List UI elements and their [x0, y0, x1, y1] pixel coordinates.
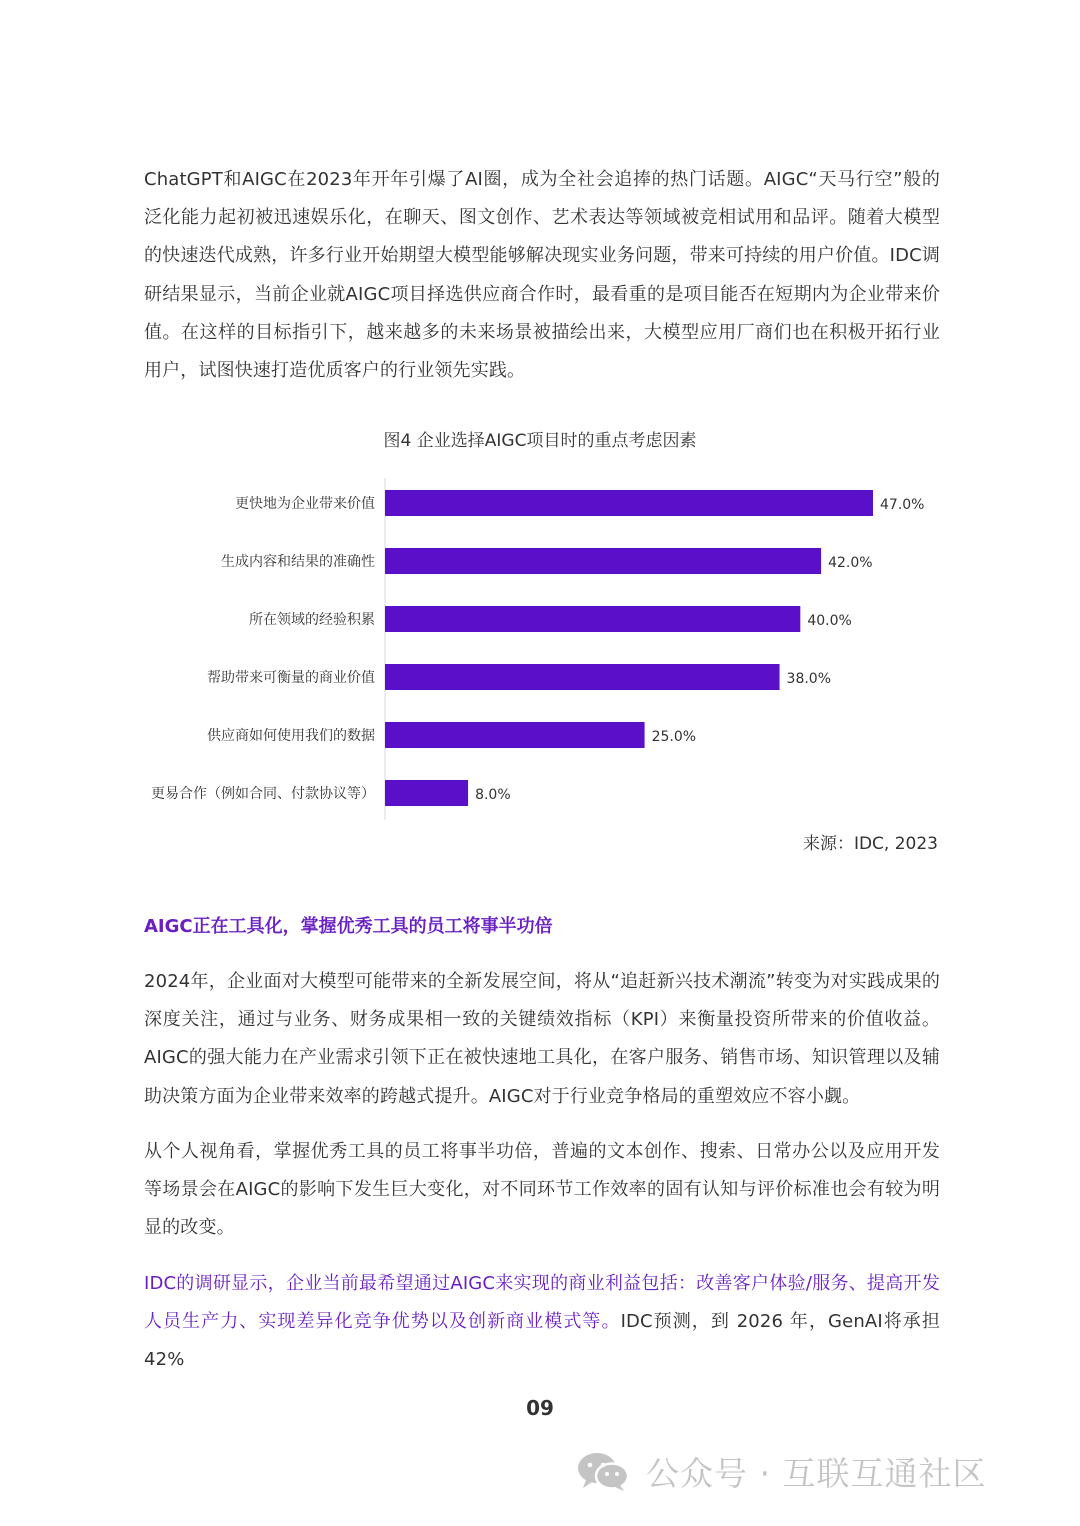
category-label: 生成内容和结果的准确性	[221, 554, 375, 570]
value-label: 40.0%	[807, 613, 852, 629]
bar	[385, 606, 800, 632]
watermark	[576, 1446, 986, 1496]
watermark-text: 公众号 · 互联互通社区	[646, 1453, 987, 1493]
bar	[385, 490, 873, 516]
paragraph-text: IDC预测，到 2026 年，GenAI将承担 42%	[144, 1311, 940, 1371]
bar	[385, 548, 821, 574]
value-label: 38.0%	[786, 671, 832, 687]
page-number: 09	[526, 1396, 554, 1420]
body-paragraph-personal: 从个人视角看，掌握优秀工具的员工将事半功倍，普遍的文本创作、搜索、日常办公以及应用开发等场景会在AIGC的影响下发生巨大变化，对不同环节工作效率的固有认知与评价标准也会有较为明显的改变。	[144, 1141, 940, 1239]
category-label: 所在领域的经验积累	[249, 612, 375, 628]
bar-chart	[0, 470, 1080, 825]
value-label: 25.0%	[651, 729, 697, 745]
bar	[385, 722, 645, 748]
intro-paragraph: ChatGPT和AIGC在2023年开年引爆了AI圈，成为全社会追捧的热门话题。AIGC“天马行空”般的泛化能力起初被迅速娱乐化，在聊天、图文创作、艺术表达等领域被竞相试用和品评。随着大模型的快速迭代成熟，许多行业开始期望大模型能够解决现实业务问题，带来可持续的用户价值。IDC调研结果显示，当前企业就AIGC项目择选供应商合作时，最看重的是项目能否在短期内为企业带来价值。在这样的目标指引下，越来越多的未来场景被描绘出来，大模型应用厂商们也在积极开拓行业用户，试图快速打造优质客户的行业领先实践。	[144, 169, 940, 382]
value-label: 47.0%	[880, 497, 925, 513]
category-label: 供应商如何使用我们的数据	[207, 728, 375, 744]
category-label: 帮助带来可衡量的商业价值	[207, 670, 375, 686]
bar	[385, 664, 780, 690]
bar	[385, 780, 468, 806]
value-label: 42.0%	[828, 555, 873, 571]
source-note: 来源：IDC, 2023	[802, 834, 938, 854]
body-paragraph-idc	[144, 1265, 940, 1380]
wechat-icon	[576, 1450, 630, 1492]
body-paragraph-2024: 2024年，企业面对大模型可能带来的全新发展空间，将从“追赶新兴技术潮流”转变为对实践成果的深度关注，通过与业务、财务成果相一致的关键绩效指标（KPI）来衡量投资所带来的价值收益。AIGC的强大能力在产业需求引领下正在被快速地工具化，在客户服务、销售市场、知识管理以及辅助决策方面为企业带来效率的跨越式提升。AIGC对于行业竞争格局的重塑效应不容小觑。	[144, 971, 940, 1107]
category-label: 更快地为企业带来价值	[235, 496, 375, 512]
category-label: 更易合作（例如合同、付款协议等）	[151, 786, 375, 802]
section-heading: AIGC正在工具化，掌握优秀工具的员工将事半功倍	[144, 916, 553, 937]
value-label: 8.0%	[475, 787, 511, 803]
chart-title: 图4 企业选择AIGC项目时的重点考虑因素	[383, 431, 697, 451]
highlighted-text: IDC的调研显示，企业当前最希望通过AIGC来实现的商业利益包括：改善客户体验/服务、提高开发人员生产力、实现差异化竞争优势以及创新商业模式等。	[144, 1273, 940, 1333]
